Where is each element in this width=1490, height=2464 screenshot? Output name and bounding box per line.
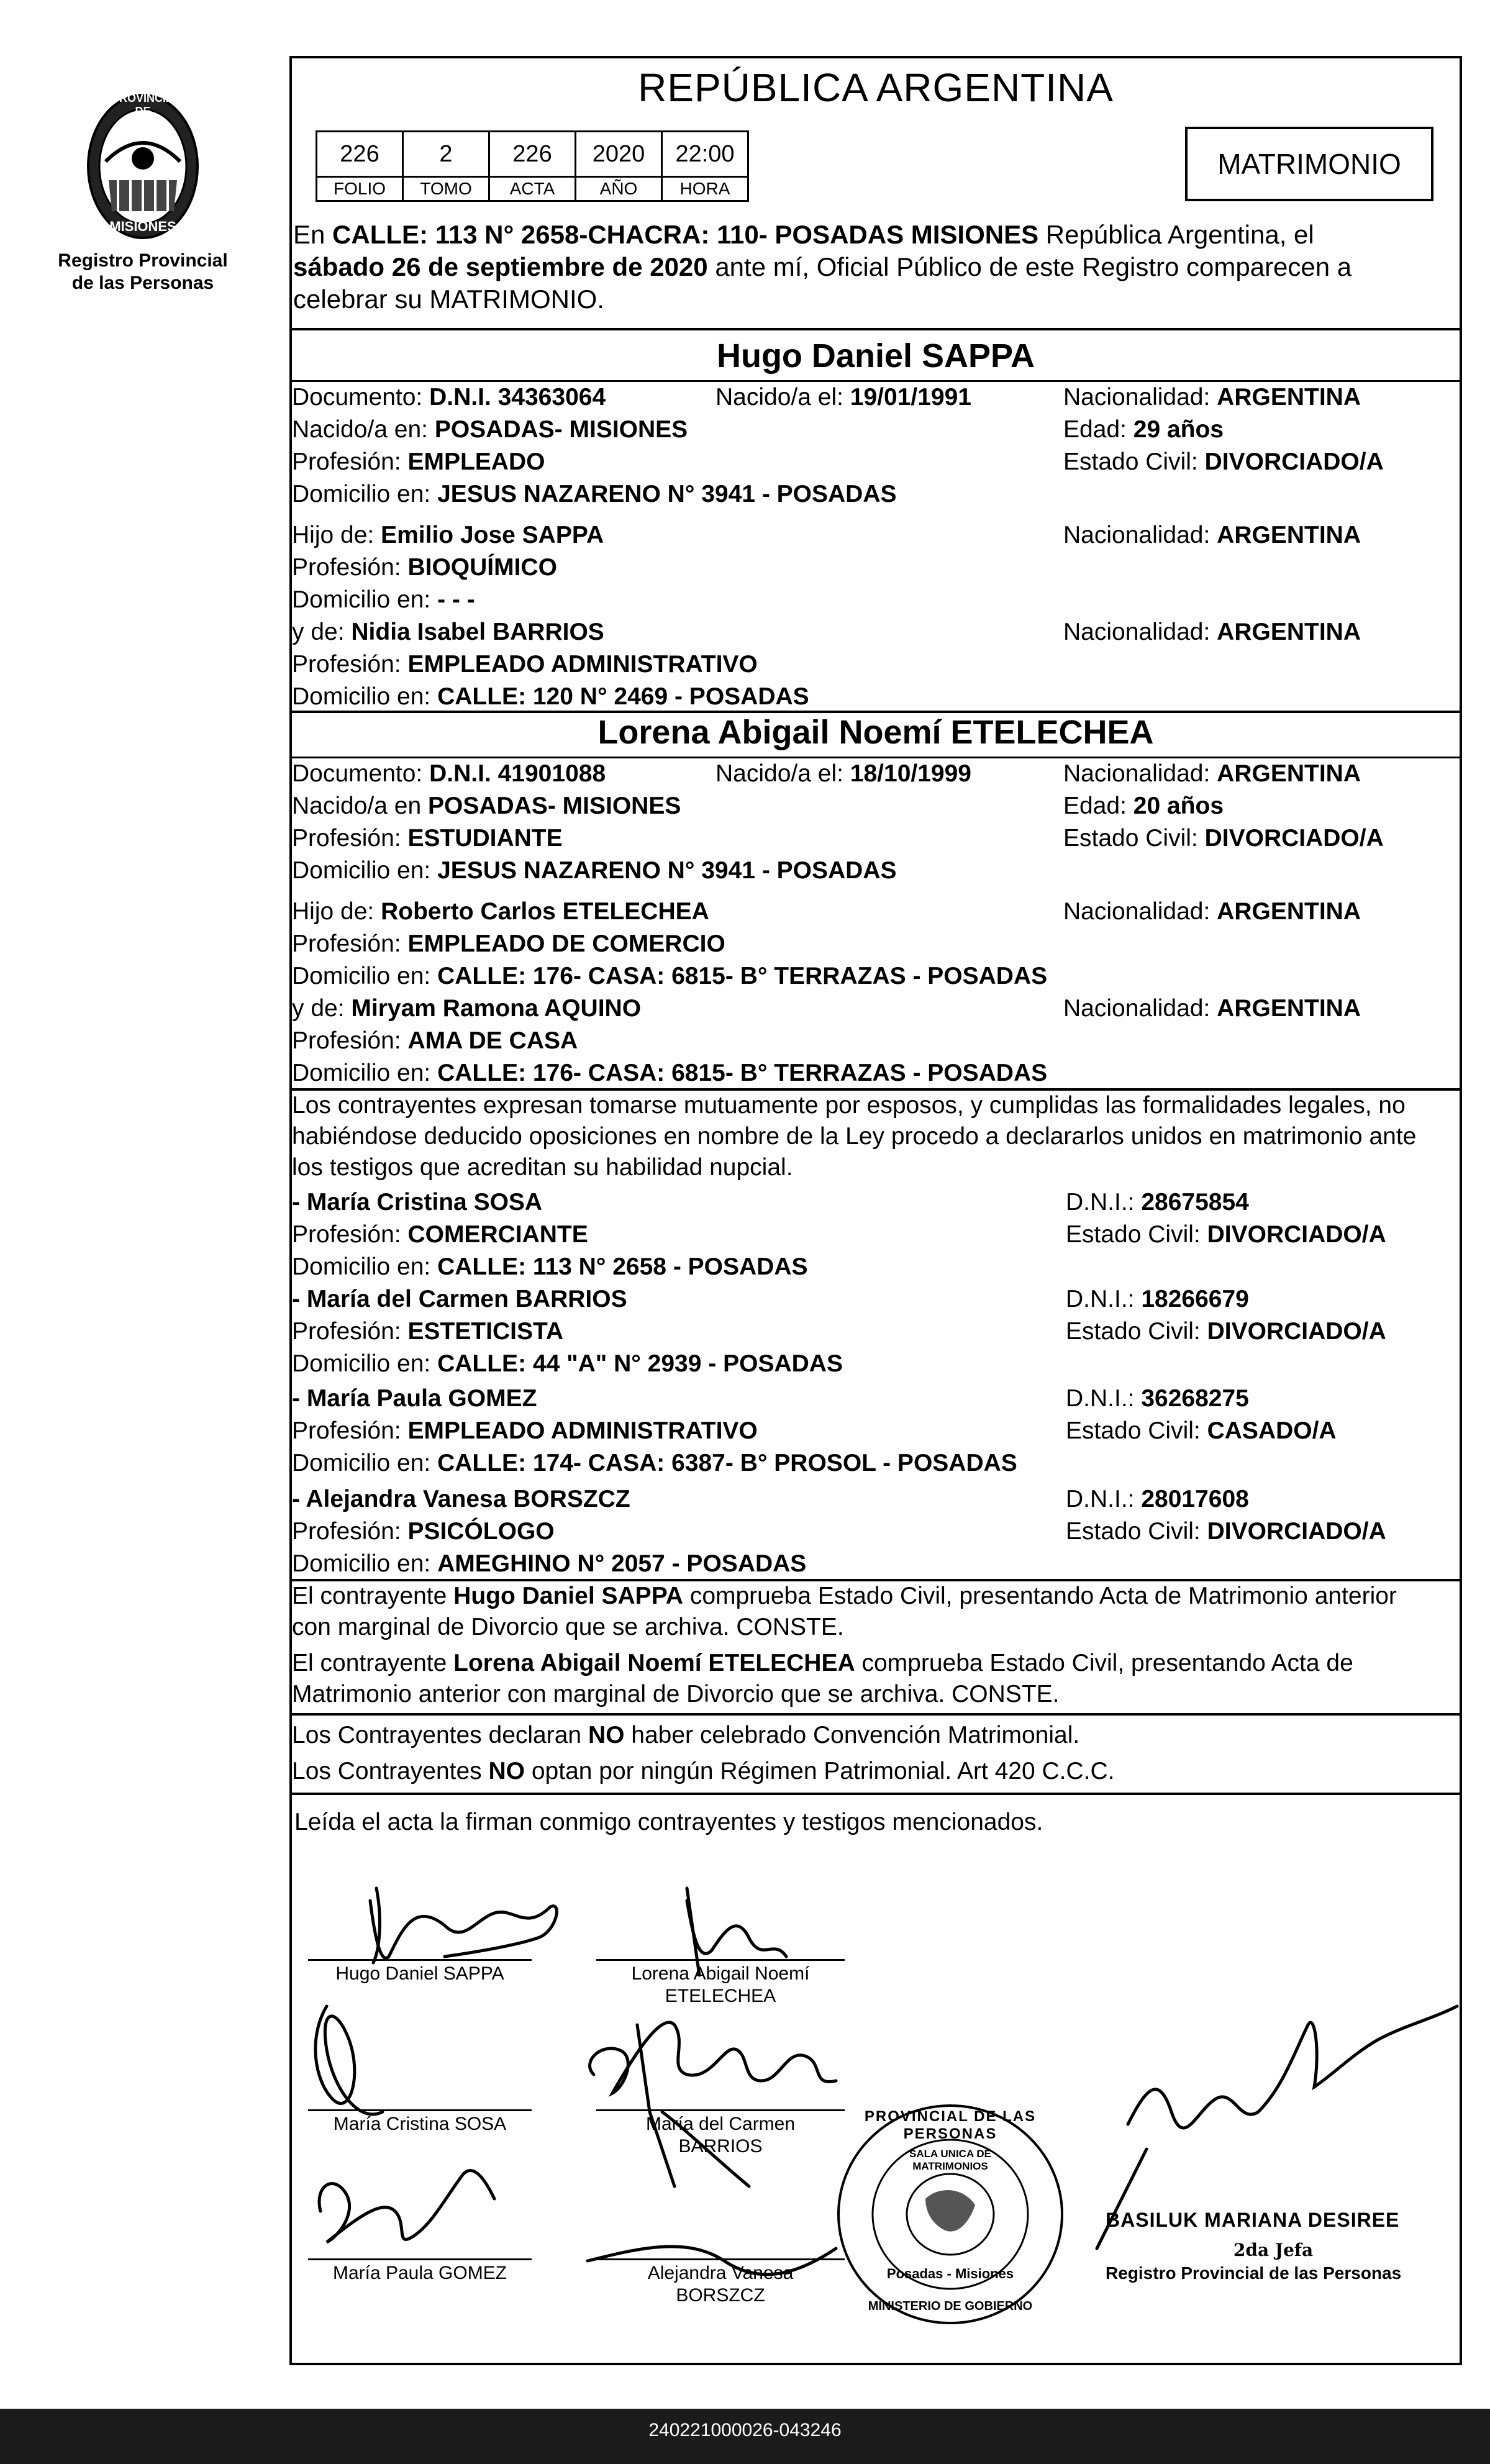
convention-line: Los Contrayentes declaran NO haber celebrado Convención Matrimonial. [292,1722,1080,1748]
signature-hugo-sappa: Hugo Daniel SAPPA [335,1963,504,1984]
spouse1-name: Hugo Daniel SAPPA [716,337,1035,375]
ano-label: AÑO [575,176,663,202]
stamp-bottom-text: MINISTERIO DE GOBIERNO [868,2299,1033,2313]
spouse2-nationality: Nacionalidad: ARGENTINA [1063,760,1361,787]
witness-dni: D.N.I.: 28017608 [1066,1486,1249,1512]
witness-dni: D.N.I.: 18266679 [1066,1286,1249,1312]
document-code-footer: 240221000026-043246 [0,2409,1490,2464]
spouse2-civil-status: Estado Civil: DIVORCIADO/A [1063,825,1384,852]
country-title: REPÚBLICA ARGENTINA [638,65,1114,110]
intro-line-3: celebrar su MATRIMONIO. [293,284,604,314]
spouse2-birthdate: Nacido/a el: 18/10/1999 [715,760,971,787]
spouse1-mother: y de: Nidia Isabel BARRIOS [292,619,604,645]
spouse2-father-nationality: Nacionalidad: ARGENTINA [1063,898,1361,925]
spouse2-age: Edad: 20 años [1063,793,1224,819]
spouse2-mother: y de: Miryam Ramona AQUINO [292,995,642,1022]
signature-lorena-etelechea: Lorena Abigail Noemí ETELECHEA [631,1963,810,2006]
note-2-line-1: El contrayente Lorena Abigail Noemí ETELECHEA comprueba Estado Civil, presentando Acta de [292,1650,1353,1676]
witness-profession: Profesión: COMERCIANTE [292,1221,588,1248]
acta-label: ACTA [488,176,576,202]
spouse2-father: Hijo de: Roberto Carlos ETELECHEA [292,898,709,925]
signature-line [308,2109,532,2111]
witness-name: - Alejandra Vanesa BORSZCZ [292,1486,630,1512]
spouse1-mother-nationality: Nacionalidad: ARGENTINA [1063,619,1361,645]
stamp-inner-text: SALA UNICA DE MATRIMONIOS [909,2148,991,2172]
witness-civil-status: Estado Civil: DIVORCIADO/A [1066,1518,1386,1545]
witness-civil-status: Estado Civil: DIVORCIADO/A [1066,1221,1386,1248]
spouse1-birthdate: Nacido/a el: 19/01/1991 [715,384,971,411]
hora-label: HORA [661,176,749,202]
spouse1-nationality: Nacionalidad: ARGENTINA [1063,384,1361,411]
read-statement: Leída el acta la firman conmigo contrayentes y testigos mencionados. [294,1809,1043,1835]
declaration-line-1: Los contrayentes expresan tomarse mutuamente por esposos, y cumplidas las formalidades legales, no [292,1092,1406,1119]
spouse2-father-profession: Profesión: EMPLEADO DE COMERCIO [292,930,725,957]
witness-address: Domicilio en: AMEGHINO N° 2057 - POSADAS [292,1550,807,1577]
acta-value: 226 [488,130,576,178]
folio-label: FOLIO [316,176,404,202]
signature-maria-del-carmen-barrios: María del Carmen BARRIOS [645,2114,796,2157]
spouse1-mother-address: Domicilio en: CALLE: 120 N° 2469 - POSADAS [292,683,809,710]
folio-value: 226 [316,130,404,178]
witness-civil-status: Estado Civil: CASADO/A [1066,1417,1337,1444]
spouse2-document: Documento: D.N.I. 41901088 [292,760,606,787]
stamp-outer-text: PROVINCIAL DE LAS PERSONAS [864,2108,1037,2142]
seal-text-bottom: MISIONES [109,219,176,234]
divider [289,757,1462,758]
spouse2-name: Lorena Abigail Noemí ETELECHEA [597,714,1154,751]
spouse1-address: Domicilio en: JESUS NAZARENO N° 3941 - POSADAS [292,481,897,507]
spouse1-profession: Profesión: EMPLEADO [292,448,545,475]
witness-civil-status: Estado Civil: DIVORCIADO/A [1066,1318,1386,1345]
official-stamp [832,2099,1068,2329]
stamp-city-text: Posadas - Misiones [886,2266,1014,2281]
witness-dni: D.N.I.: 36268275 [1066,1385,1249,1412]
witness-address: Domicilio en: CALLE: 44 "A" N° 2939 - POSADAS [292,1350,843,1377]
spouse2-birthplace: Nacido/a en POSADAS- MISIONES [292,793,681,819]
divider [289,328,1462,330]
witness-profession: Profesión: PSICÓLOGO [292,1518,555,1545]
registry-name: Registro Provincial de las Personas [58,250,228,293]
signature-line [308,2258,532,2260]
witness-name: - María del Carmen BARRIOS [292,1286,627,1312]
hora-value: 22:00 [661,130,749,178]
ano-value: 2020 [575,130,663,178]
signature-alejandra-borszcz: Alejandra Vanesa BORSZCZ [647,2263,794,2306]
spouse1-father-address: Domicilio en: - - - [292,586,475,613]
declaration-line-3: los testigos que acreditan su habilidad nupcial. [292,1154,793,1181]
spouse2-address: Domicilio en: JESUS NAZARENO N° 3941 - POSADAS [292,857,897,884]
tomo-value: 2 [402,130,490,178]
witness-address: Domicilio en: CALLE: 174- CASA: 6387- B° PROSOL - POSADAS [292,1450,1017,1476]
note-1-line-2: con marginal de Divorcio que se archiva. CONSTE. [292,1614,844,1640]
official-organization: Registro Provincial de las Personas [1106,2263,1402,2283]
intro-line-2: sábado 26 de septiembre de 2020 ante mí, Oficial Público de este Registro comparecen a [293,252,1352,281]
spouse2-mother-address: Domicilio en: CALLE: 176- CASA: 6815- B° TERRAZAS - POSADAS [292,1060,1048,1086]
spouse1-father-nationality: Nacionalidad: ARGENTINA [1063,522,1361,548]
signature-line [596,2258,845,2260]
divider [289,1713,1462,1716]
witness-profession: Profesión: ESTETICISTA [292,1318,564,1345]
witness-name: - María Paula GOMEZ [292,1385,537,1412]
document-type-box: MATRIMONIO [1185,127,1433,201]
spouse2-profession: Profesión: ESTUDIANTE [292,825,563,852]
declaration-line-2: habiéndose deducido oposiciones en nombre de la Ley procedo a declararlos unidos en matrimonio ante [292,1123,1417,1150]
regime-line: Los Contrayentes NO optan por ningún Régimen Patrimonial. Art 420 C.C.C. [292,1758,1115,1784]
spouse1-civil-status: Estado Civil: DIVORCIADO/A [1063,448,1384,475]
spouse2-father-address: Domicilio en: CALLE: 176- CASA: 6815- B° TERRAZAS - POSADAS [292,963,1048,989]
spouse1-age: Edad: 29 años [1063,416,1224,443]
intro-line-1: En CALLE: 113 N° 2658-CHACRA: 110- POSADAS MISIONES República Argentina, el [293,220,1314,249]
signature-line [596,1959,845,1961]
signature-line [596,2109,845,2111]
spouse1-father: Hijo de: Emilio Jose SAPPA [292,522,604,548]
witness-profession: Profesión: EMPLEADO ADMINISTRATIVO [292,1417,758,1444]
spouse1-birthplace: Nacido/a en: POSADAS- MISIONES [292,416,688,443]
spouse2-mother-nationality: Nacionalidad: ARGENTINA [1063,995,1361,1022]
tomo-label: TOMO [402,176,490,202]
registry-seal [81,87,205,245]
witness-address: Domicilio en: CALLE: 113 N° 2658 - POSADAS [292,1253,808,1280]
spouse1-father-profession: Profesión: BIOQUÍMICO [292,554,557,581]
divider [289,1793,1462,1795]
signature-maria-cristina-sosa: María Cristina SOSA [333,2114,507,2134]
seal-text-top: PROVINCIA DE [111,92,174,117]
official-name: BASILUK MARIANA DESIREE [1106,2209,1400,2231]
official-role: 2da Jefa [1233,2240,1314,2260]
spouse1-mother-profession: Profesión: EMPLEADO ADMINISTRATIVO [292,651,758,678]
spouse1-document: Documento: D.N.I. 34363064 [292,384,606,411]
note-2-line-2: Matrimonio anterior con marginal de Divorcio que se archiva. CONSTE. [292,1681,1060,1707]
witness-dni: D.N.I.: 28675854 [1066,1189,1249,1216]
signature-maria-paula-gomez: María Paula GOMEZ [332,2263,507,2283]
spouse2-mother-profession: Profesión: AMA DE CASA [292,1027,578,1054]
signature-line [308,1959,532,1961]
divider [289,380,1462,382]
note-1-line-1: El contrayente Hugo Daniel SAPPA comprueba Estado Civil, presentando Acta de Matrimonio anterior [292,1583,1397,1609]
witness-name: - María Cristina SOSA [292,1189,543,1216]
